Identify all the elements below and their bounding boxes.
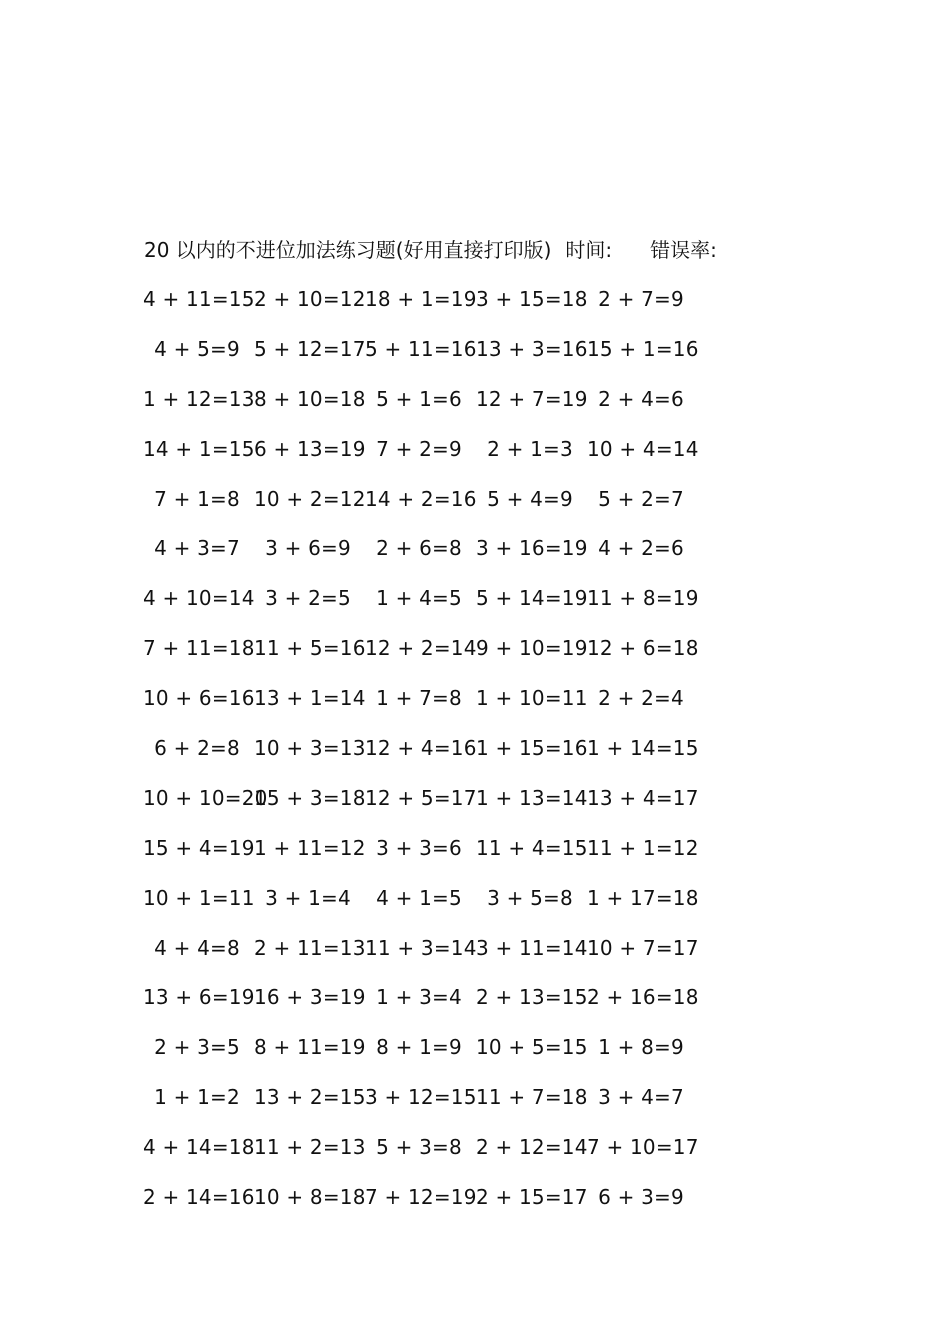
exercise-item: 6 + 2=8 [154,736,240,761]
exercise-item: 2 + 11=13 [254,935,366,960]
exercise-row [143,434,703,484]
exercise-item: 11 + 1=12 [587,835,699,860]
exercise-item: 11 + 8=19 [587,586,699,611]
exercise-row [143,533,703,583]
exercise-item: 2 + 16=18 [587,985,699,1010]
exercise-item: 4 + 1=5 [376,885,462,910]
exercise-item: 12 + 7=19 [476,386,588,411]
exercise-item: 1 + 13=14 [476,785,588,810]
exercise-row [143,833,703,883]
exercise-item: 8 + 1=9 [376,1035,462,1060]
exercise-item: 3 + 6=9 [265,536,351,561]
exercise-row [143,284,703,334]
exercise-row [143,933,703,983]
exercise-item: 10 + 2=12 [254,486,366,511]
exercise-item: 3 + 11=14 [476,935,588,960]
exercise-item: 4 + 4=8 [154,935,240,960]
exercise-item: 7 + 1=8 [154,486,240,511]
exercise-item: 2 + 2=4 [598,686,684,711]
exercise-item: 5 + 14=19 [476,586,588,611]
exercise-item: 1 + 8=9 [598,1035,684,1060]
exercise-item: 13 + 2=15 [254,1085,366,1110]
exercise-item: 7 + 2=9 [376,436,462,461]
exercise-item: 5 + 2=7 [598,486,684,511]
exercise-item: 3 + 1=4 [265,885,351,910]
exercise-item: 2 + 12=14 [476,1135,588,1160]
exercise-item: 5 + 4=9 [487,486,573,511]
exercise-item: 3 + 16=19 [476,536,588,561]
exercise-item: 1 + 11=12 [254,835,366,860]
worksheet-title: 20 以内的不进位加法练习题(好用直接打印版) [144,238,552,262]
exercise-grid [143,284,703,1232]
exercise-item: 15 + 4=19 [143,835,255,860]
exercise-item: 12 + 4=16 [365,736,477,761]
exercise-row [143,683,703,733]
exercise-item: 15 + 1=16 [587,336,699,361]
exercise-item: 10 + 8=18 [254,1185,366,1210]
exercise-item: 13 + 3=16 [476,336,588,361]
exercise-item: 1 + 3=4 [376,985,462,1010]
exercise-item: 3 + 15=18 [476,287,588,311]
exercise-item: 13 + 4=17 [587,785,699,810]
exercise-row [143,1032,703,1082]
exercise-item: 3 + 2=5 [265,586,351,611]
exercise-row [143,384,703,434]
exercise-row [143,633,703,683]
exercise-item: 2 + 1=3 [487,436,573,461]
exercise-item: 4 + 10=14 [143,586,255,611]
exercise-item: 10 + 7=17 [587,935,699,960]
exercise-item: 2 + 3=5 [154,1035,240,1060]
exercise-row [143,733,703,783]
exercise-item: 4 + 5=9 [154,336,240,361]
exercise-item: 4 + 3=7 [154,536,240,561]
exercise-item: 3 + 3=6 [376,835,462,860]
exercise-item: 2 + 15=17 [476,1185,588,1210]
exercise-row [143,783,703,833]
exercise-item: 11 + 3=14 [365,935,477,960]
exercise-item: 7 + 10=17 [587,1135,699,1160]
exercise-row [143,1132,703,1182]
exercise-item: 13 + 6=19 [143,985,255,1010]
exercise-item: 10 + 4=14 [587,436,699,461]
exercise-item: 10 + 3=13 [254,736,366,761]
time-label: 时间: [565,238,613,262]
exercise-item: 4 + 14=18 [143,1135,255,1160]
exercise-item: 2 + 4=6 [598,386,684,411]
exercise-item: 3 + 5=8 [487,885,573,910]
exercise-item: 10 + 6=16 [143,686,255,711]
exercise-item: 2 + 14=16 [143,1185,255,1210]
exercise-row [143,484,703,534]
exercise-item: 11 + 4=15 [476,835,588,860]
exercise-item: 13 + 1=14 [254,686,366,711]
exercise-item: 12 + 2=14 [365,636,477,661]
exercise-item: 2 + 6=8 [376,536,462,561]
exercise-item: 10 + 1=11 [143,885,255,910]
exercise-item: 2 + 13=15 [476,985,588,1010]
exercise-item: 16 + 3=19 [254,985,366,1010]
exercise-item: 5 + 11=16 [365,336,477,361]
exercise-row [143,883,703,933]
exercise-item: 8 + 11=19 [254,1035,366,1060]
exercise-item: 3 + 4=7 [598,1085,684,1110]
exercise-item: 1 + 1=2 [154,1085,240,1110]
exercise-item: 4 + 2=6 [598,536,684,561]
exercise-row [143,583,703,633]
exercise-item: 7 + 12=19 [365,1185,477,1210]
exercise-item: 1 + 14=15 [587,736,699,761]
exercise-item: 15 + 3=18 [254,785,366,810]
exercise-item: 5 + 3=8 [376,1135,462,1160]
exercise-item: 6 + 3=9 [598,1185,684,1210]
exercise-item: 12 + 5=17 [365,785,477,810]
exercise-item: 5 + 12=17 [254,336,366,361]
exercise-item: 18 + 1=19 [365,287,477,311]
exercise-item: 1 + 10=11 [476,686,588,711]
exercise-item: 2 + 10=12 [254,287,366,311]
exercise-item: 9 + 10=19 [476,636,588,661]
exercise-item: 14 + 2=16 [365,486,477,511]
exercise-row [143,1082,703,1132]
exercise-item: 11 + 2=13 [254,1135,366,1160]
exercise-item: 2 + 7=9 [598,287,684,311]
exercise-item: 3 + 12=15 [365,1085,477,1110]
exercise-item: 7 + 11=18 [143,636,255,661]
exercise-item: 12 + 6=18 [587,636,699,661]
worksheet-header [144,234,717,266]
exercise-item: 11 + 7=18 [476,1085,588,1110]
exercise-item: 11 + 5=16 [254,636,366,661]
exercise-item: 1 + 15=16 [476,736,588,761]
exercise-row [143,982,703,1032]
exercise-item: 1 + 4=5 [376,586,462,611]
exercise-item: 10 + 10=20 [143,785,268,810]
exercise-item: 8 + 10=18 [254,386,366,411]
exercise-row [143,1182,703,1232]
exercise-item: 5 + 1=6 [376,386,462,411]
exercise-item: 10 + 5=15 [476,1035,588,1060]
error-rate-label: 错误率: [650,238,717,262]
exercise-row [143,334,703,384]
exercise-item: 1 + 12=13 [143,386,255,411]
exercise-item: 6 + 13=19 [254,436,366,461]
exercise-item: 1 + 17=18 [587,885,699,910]
exercise-item: 14 + 1=15 [143,436,255,461]
exercise-item: 1 + 7=8 [376,686,462,711]
exercise-item: 4 + 11=15 [143,287,255,311]
